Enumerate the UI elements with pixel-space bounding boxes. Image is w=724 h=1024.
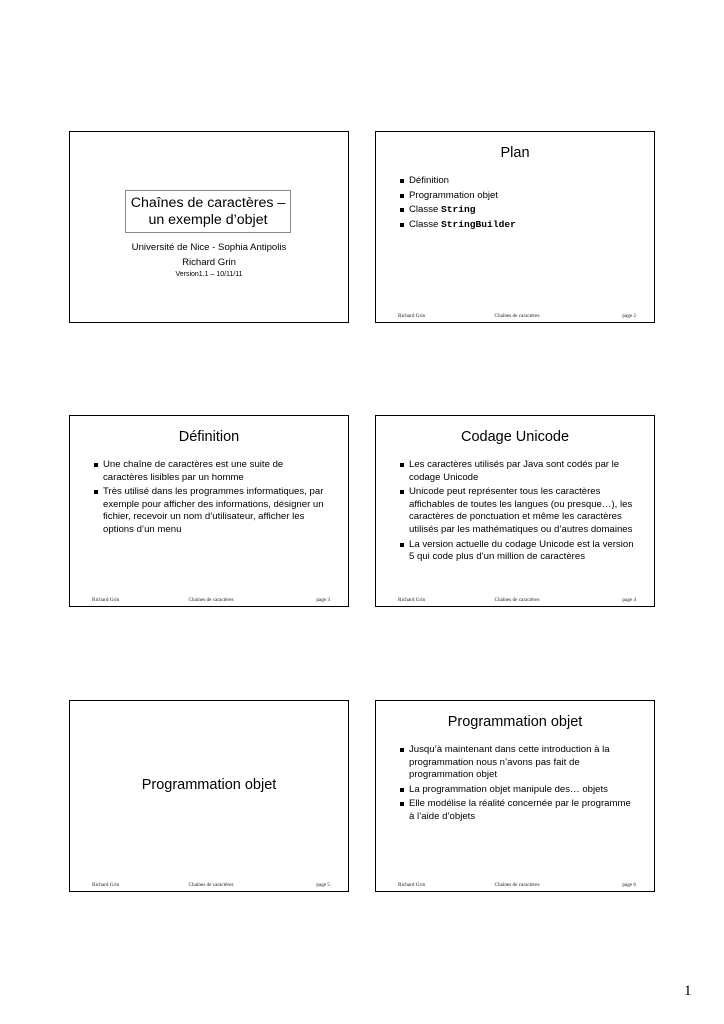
bullet-item: La programmation objet manipule des… objets xyxy=(400,784,636,797)
footer-title: Chaînes de caractères xyxy=(188,597,234,603)
bullet-item: Programmation objet xyxy=(400,190,636,203)
bullet-item: Elle modélise la réalité concernée par le programme à l’aide d’objets xyxy=(400,798,636,823)
bullet-list xyxy=(94,459,330,539)
footer-author: Richard Grin xyxy=(92,597,120,603)
footer-page: page 2 xyxy=(622,313,636,319)
page-number: 1 xyxy=(684,983,692,999)
bullet-item: Définition xyxy=(400,175,636,188)
footer-page: page 3 xyxy=(316,597,330,603)
bullet-list xyxy=(400,744,636,826)
bullet-list xyxy=(400,459,636,566)
slide-title-line-2: un exemple d’objet xyxy=(148,212,268,228)
bullet-item: Les caractères utilisés par Java sont codés par le codage Unicode xyxy=(400,459,636,484)
slide-1 xyxy=(69,131,349,323)
footer-author: Richard Grin xyxy=(398,313,426,319)
footer-author: Richard Grin xyxy=(398,597,426,603)
footer-author: Richard Grin xyxy=(92,882,120,888)
version: Version1.1 – 10/11/11 xyxy=(175,271,243,278)
slide-title: Programmation objet xyxy=(447,714,583,730)
slide-title: Définition xyxy=(178,429,240,445)
code-string: String xyxy=(441,204,476,216)
slide-5 xyxy=(69,700,349,892)
bullet-item: Jusqu’à maintenant dans cette introduction à la programmation nous n’avons pas fait de programmation objet xyxy=(400,744,636,782)
bullet-item: La version actuelle du codage Unicode est la version 5 qui code plus d’un million de caractères xyxy=(400,539,636,564)
footer-title: Chaînes de caractères xyxy=(494,313,540,319)
author: Richard Grin xyxy=(182,257,236,268)
section-title: Programmation objet xyxy=(141,777,277,793)
slide-3 xyxy=(69,415,349,607)
footer-page: page 6 xyxy=(622,882,636,888)
bullet-item: Une chaîne de caractères est une suite de caractères lisibles par un homme xyxy=(94,459,330,484)
bullet-item: Classe String xyxy=(400,204,636,217)
bullet-item: Très utilisé dans les programmes informatiques, par exemple pour afficher des informations, désigner un fichier, recevoir un nom d’utilisateur, afficher les options d’un menu xyxy=(94,486,330,536)
footer-author: Richard Grin xyxy=(398,882,426,888)
code-stringbuilder: StringBuilder xyxy=(441,218,516,230)
footer-page: page 5 xyxy=(316,882,330,888)
slide-title: Plan xyxy=(500,145,530,161)
slide-4 xyxy=(375,415,655,607)
footer-page: page 4 xyxy=(622,597,636,603)
footer-title: Chaînes de caractères xyxy=(188,882,234,888)
footer-title: Chaînes de caractères xyxy=(494,597,540,603)
footer-title: Chaînes de caractères xyxy=(494,882,540,888)
slide-title: Codage Unicode xyxy=(460,429,570,445)
slide-title-line-1: Chaînes de caractères – xyxy=(130,195,286,211)
slide-6 xyxy=(375,700,655,892)
bullet-list xyxy=(400,175,636,233)
bullet-item: Classe StringBuilder xyxy=(400,219,636,232)
slide-title-box xyxy=(125,190,291,233)
university: Université de Nice - Sophia Antipolis xyxy=(131,242,287,253)
bullet-item: Unicode peut représenter tous les caractères affichables de toutes les langues (ou presque…), les caractères de ponctuation et même les caractères utilisés par les mathématiques ou d’autres domaines xyxy=(400,486,636,536)
slide-2 xyxy=(375,131,655,323)
